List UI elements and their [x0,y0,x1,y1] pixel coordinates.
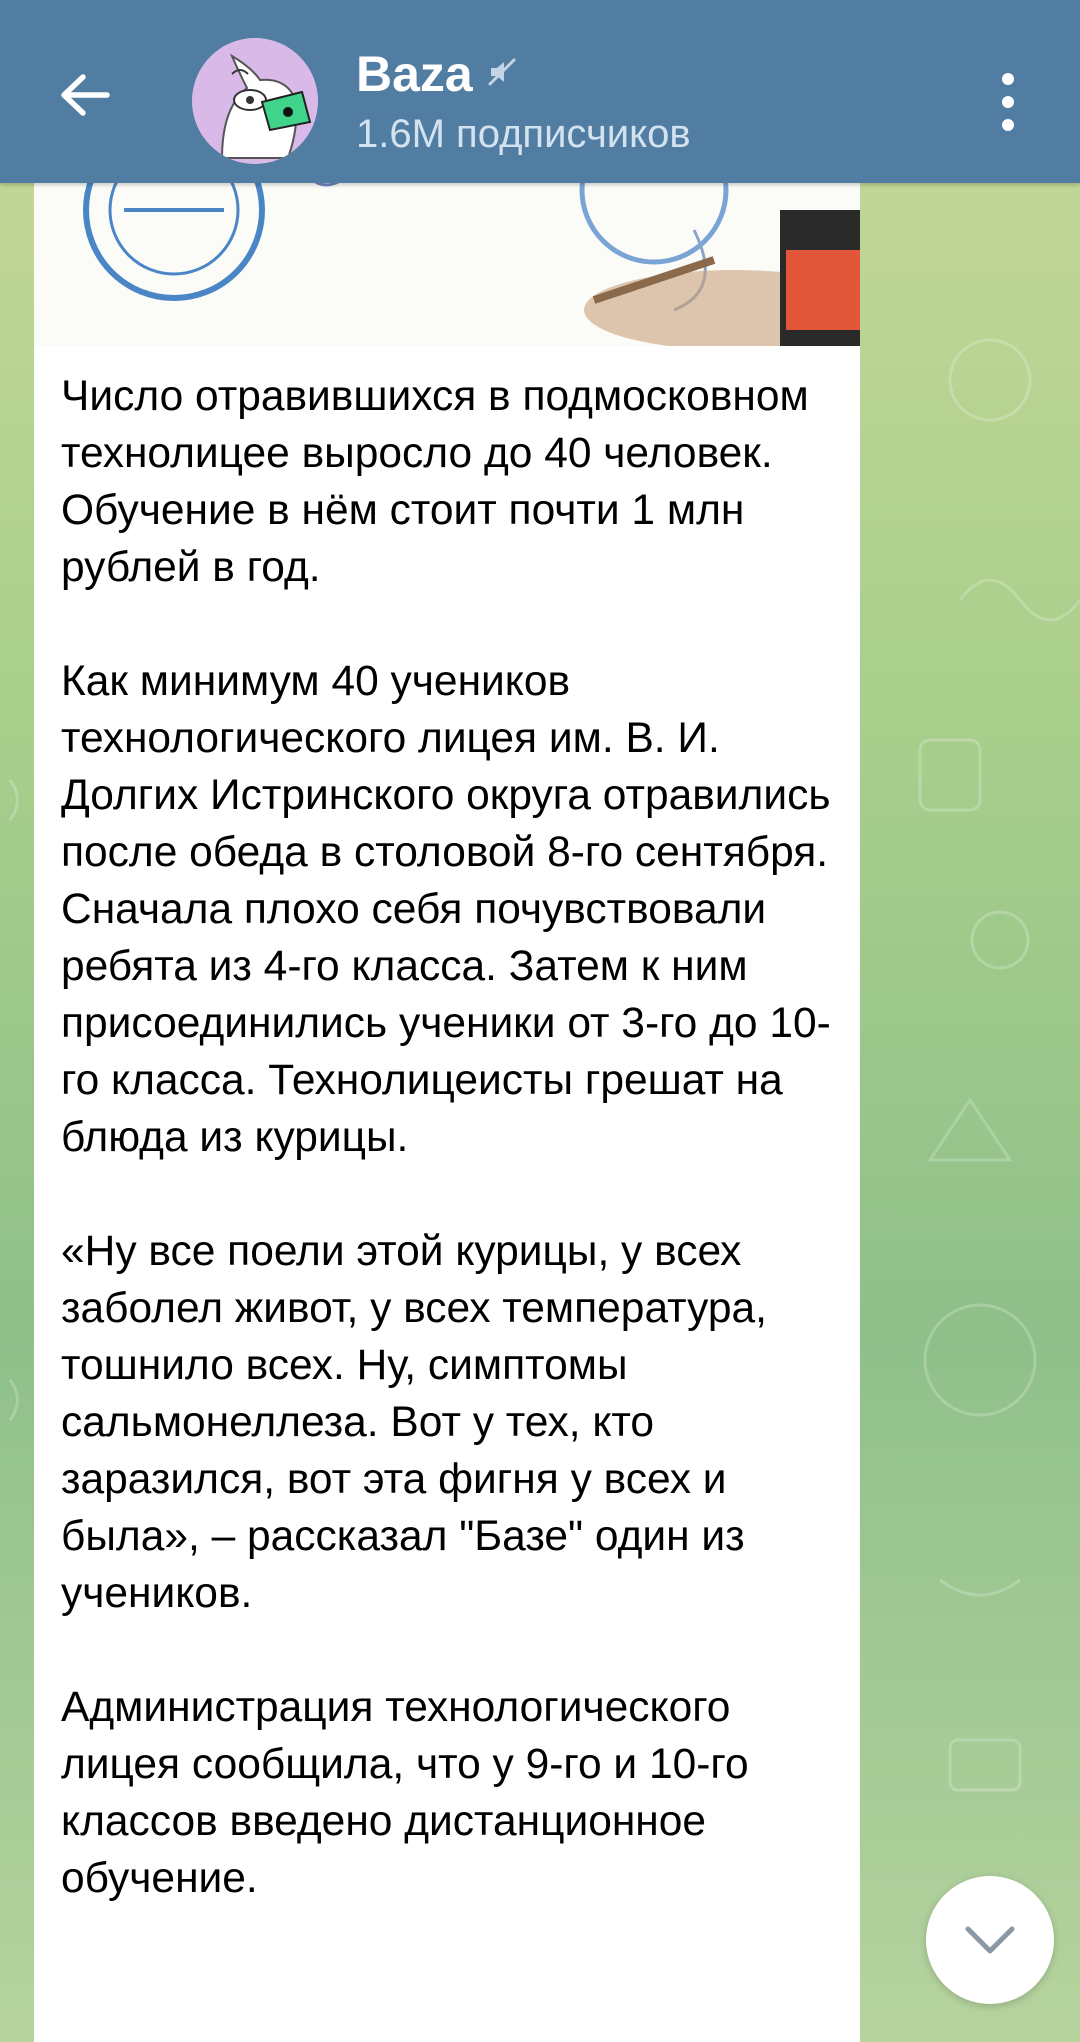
channel-avatar[interactable] [192,38,318,164]
mute-icon [487,57,517,92]
chat-header [0,0,1080,183]
post-text [61,368,851,1907]
message-bubble[interactable] [34,150,860,2042]
more-options-button[interactable] [980,60,1036,144]
post-paragraph-3: «Ну все поели этой курицы, у всех заболел живот, у всех температура, тошнило всех. Ну, симптомы сальмонеллеза. Вот у тех, кто заразился, вот эта фигня у всех и была», – рассказал "Базе" один из учеников. [61,1228,779,1617]
channel-name: Baza [356,46,473,102]
back-arrow-icon [59,73,111,117]
more-vertical-icon [1002,73,1014,85]
scroll-to-bottom-button[interactable] [926,1876,1054,2004]
back-button[interactable] [40,50,130,140]
baza-mascot-logo [192,38,318,164]
chevron-down-icon [962,1923,1018,1957]
post-paragraph-1: Число отравившихся в подмосковном технолицее выросло до 40 человек. Обучение в нём стоит почти 1 млн рублей в год. [61,373,821,591]
subscriber-count: 1.6M подписчиков [356,112,691,156]
channel-title-area[interactable] [356,44,691,158]
post-paragraph-2: Как минимум 40 учеников технологического лицея им. В. И. Долгих Истринского округа отравились после обеда в столовой 8-го сентября. Сначала плохо себя почувствовали ребята из 4-го класса. Затем к ним присоединились ученики от 3-го до 10-го класса. Технолицеисты грешат на блюда из курицы. [61,658,843,1161]
post-paragraph-4: Администрация технологического лицея сообщила, что у 9-го и 10-го классов введено дистанционное обучение. [61,1684,761,1902]
